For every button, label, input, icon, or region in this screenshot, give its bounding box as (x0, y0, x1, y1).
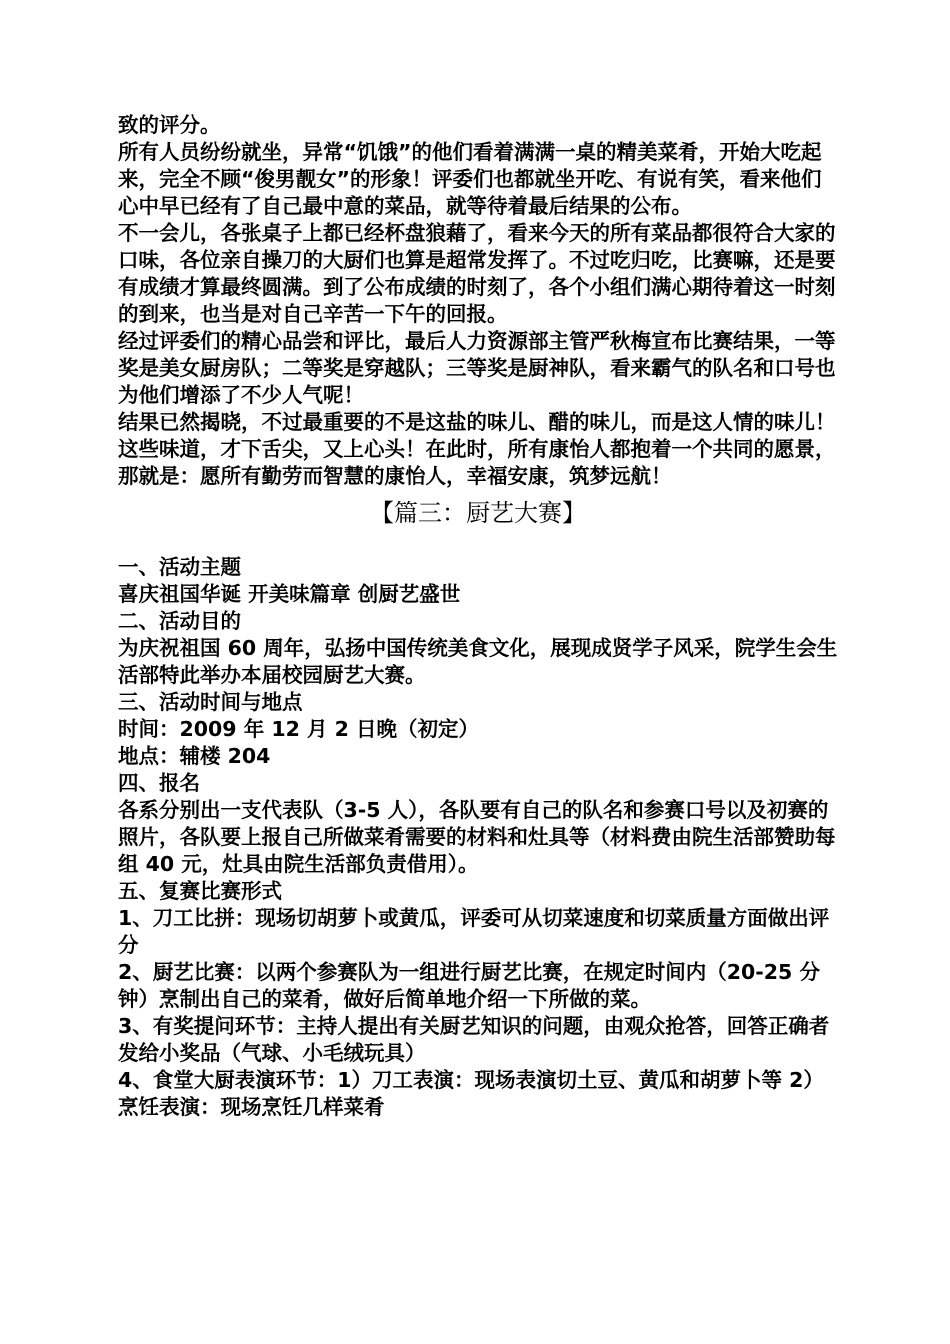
paragraph: 所有人员纷纷就坐，异常“饥饿”的他们看着满满一桌的精美菜肴，开始大吃起来，完全不顾“俊男靓女”的形象！评委们也都就坐开吃、有说有笑，看来他们心中早已经有了自己最中意的菜品，就等待着最后结果的公布。 (118, 140, 822, 218)
heading-theme: 一、活动主题 (118, 555, 241, 579)
list-item: 2、厨艺比赛：以两个参赛队为一组进行厨艺比赛，在规定时间内（20-25 分钟）烹制出自己的菜肴，做好后简单地介绍一下所做的菜。 (118, 960, 820, 1011)
paragraph: 结果已然揭晓，不过最重要的不是这盐的味儿、醋的味儿，而是这人情的味儿！这些味道，才下舌尖，又上心头！在此时，所有康怡人都抱着一个共同的愿景，那就是：愿所有勤劳而智慧的康怡人，幸福安康，筑梦远航！ (118, 410, 836, 488)
paragraph: 各系分别出一支代表队（3-5 人），各队要有自己的队名和参赛口号以及初赛的照片，各队要上报自己所做菜肴需要的材料和灶具等（材料费由院生活部赞助每组 40 元，灶具由院生活部负责借用）。 (118, 798, 836, 876)
paragraph: 喜庆祖国华诞 开美味篇章 创厨艺盛世 (118, 582, 461, 606)
list-item: 1、刀工比拼：现场切胡萝卜或黄瓜，评委可从切菜速度和切菜质量方面做出评分 (118, 906, 830, 957)
heading-format: 五、复赛比赛形式 (118, 879, 282, 903)
paragraph: 为庆祝祖国 60 周年，弘扬中国传统美食文化，展现成贤学子风采，院学生会生活部特此举办本届校园厨艺大赛。 (118, 636, 838, 687)
paragraph: 时间：2009 年 12 月 2 日晚（初定） (118, 717, 480, 741)
paragraph: 不一会儿，各张桌子上都已经杯盘狼藉了，看来今天的所有菜品都很符合大家的口味，各位亲自操刀的大厨们也算是超常发挥了。不过吃归吃，比赛嘛，还是要有成绩才算最终圆满。到了公布成绩的时刻了，各个小组们满心期待着这一时刻的到来，也当是对自己辛苦一下午的回报。 (118, 221, 836, 326)
document-body (118, 112, 838, 1121)
heading-time-place: 三、活动时间与地点 (118, 690, 303, 714)
paragraph: 地点：辅楼 204 (118, 744, 271, 768)
section-title: 【篇三：厨艺大赛】 (370, 499, 586, 527)
heading-registration: 四、报名 (118, 771, 200, 795)
list-item: 3、有奖提问环节：主持人提出有关厨艺知识的问题，由观众抢答，回答正确者发给小奖品（气球、小毛绒玩具） (118, 1014, 830, 1065)
list-item: 4、食堂大厨表演环节：1）刀工表演：现场表演切土豆、黄瓜和胡萝卜等 2）烹饪表演：现场烹饪几样菜肴 (118, 1068, 824, 1119)
heading-purpose: 二、活动目的 (118, 609, 241, 633)
paragraph: 经过评委们的精心品尝和评比，最后人力资源部主管严秋梅宣布比赛结果，一等奖是美女厨房队；二等奖是穿越队；三等奖是厨神队，看来霸气的队名和口号也为他们增添了不少人气呢！ (118, 329, 836, 407)
paragraph: 致的评分。 (118, 113, 221, 137)
